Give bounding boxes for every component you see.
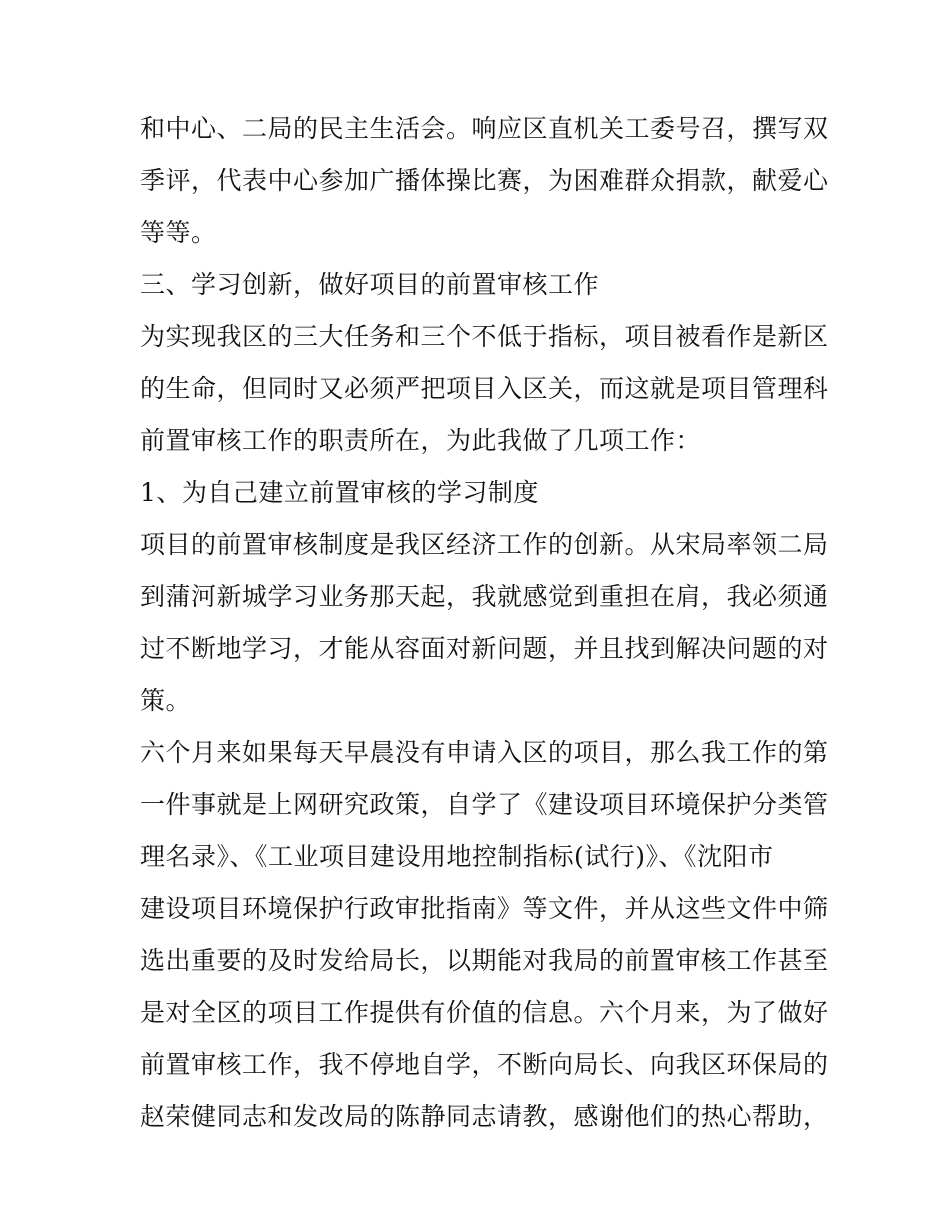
text-line: 是对全区的项目工作提供有价值的信息。六个月来，为了做好 <box>140 998 829 1027</box>
subsection-heading: 1、为自己建立前置审核的学习制度 <box>140 478 539 507</box>
text-line: 建设项目环境保护行政审批指南》等文件，并从这些文件中筛 <box>140 894 829 923</box>
text-line: 过不断地学习，才能从容面对新问题，并且找到解决问题的对 <box>140 634 829 663</box>
text-line: 到蒲河新城学习业务那天起，我就感觉到重担在肩，我必须通 <box>140 582 829 611</box>
text-line: 为实现我区的三大任务和三个不低于指标，项目被看作是新区 <box>140 322 829 351</box>
text-line: 和中心、二局的民主生活会。响应区直机关工委号召，撰写双 <box>140 114 829 143</box>
text-line: 季评，代表中心参加广播体操比赛，为困难群众捐款，献爱心 <box>140 166 829 195</box>
text-line: 选出重要的及时发给局长，以期能对我局的前置审核工作甚至 <box>140 946 829 975</box>
text-line: 策。 <box>140 686 192 715</box>
section-heading: 三、学习创新，做好项目的前置审核工作 <box>140 270 600 299</box>
text-line: 前置审核工作，我不停地自学，不断向局长、向我区环保局的 <box>140 1050 829 1079</box>
text-line: 六个月来如果每天早晨没有申请入区的项目，那么我工作的第 <box>140 738 829 767</box>
text-line: 一件事就是上网研究政策，自学了《建设项目环境保护分类管 <box>140 790 829 819</box>
text-line: 赵荣健同志和发改局的陈静同志请教，感谢他们的热心帮助， <box>140 1102 829 1131</box>
text-line: 前置审核工作的职责所在，为此我做了几项工作： <box>140 426 702 455</box>
document-body <box>140 103 829 1143</box>
text-line: 等等。 <box>140 218 217 247</box>
text-line: 的生命，但同时又必须严把项目入区关，而这就是项目管理科 <box>140 374 829 403</box>
text-line: 理名录》、《工业项目建设用地控制指标(试行)》、《沈阳市 <box>140 842 774 871</box>
text-line: 项目的前置审核制度是我区经济工作的创新。从宋局率领二局 <box>140 530 829 559</box>
